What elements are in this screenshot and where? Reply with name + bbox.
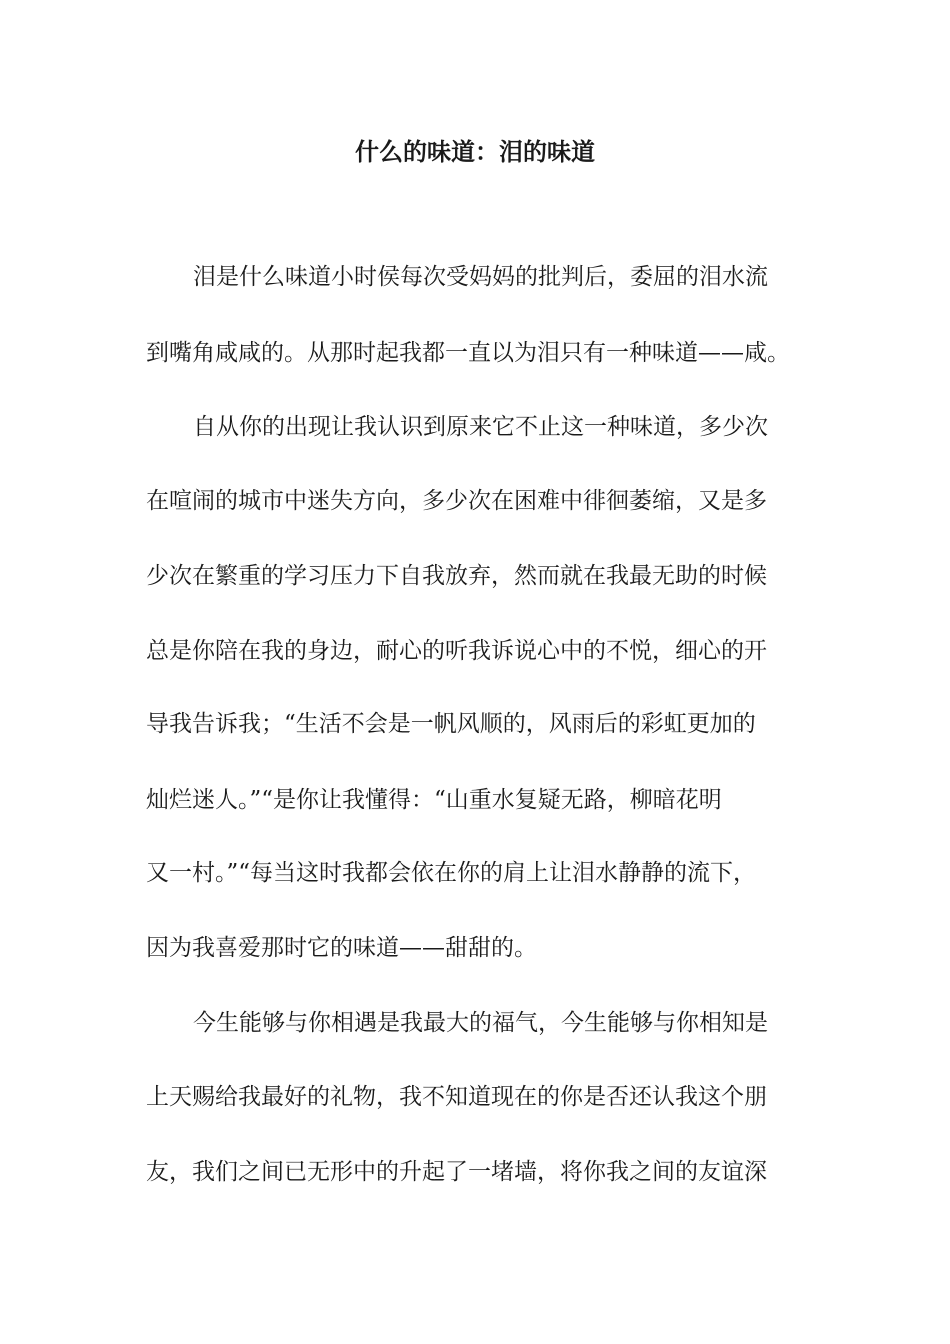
paragraph-3-line-3: 友，我们之间已无形中的升起了一堵墙，将你我之间的友谊深: [146, 1159, 767, 1185]
paragraph-3-line-2: 上天赐给我最好的礼物，我不知道现在的你是否还认我这个朋: [146, 1084, 767, 1110]
paragraph-2-line-3: 少次在繁重的学习压力下自我放弃，然而就在我最无助的时候: [146, 563, 767, 589]
paragraph-2-line-1: 自从你的出现让我认识到原来它不止这一种味道，多少次: [193, 414, 768, 440]
paragraph-2-line-7: 又一村。”“每当这时我都会依在你的肩上让泪水静静的流下，: [146, 860, 757, 886]
paragraph-2-line-8: 因为我喜爱那时它的味道——甜甜的。: [146, 935, 537, 961]
paragraph-2-line-5: 导我告诉我；“生活不会是一帆风顺的，风雨后的彩虹更加的: [146, 711, 756, 737]
paragraph-2-line-6: 灿烂迷人。”“是你让我懂得：“山重水复疑无路，柳暗花明: [146, 787, 722, 813]
paragraph-3-line-1: 今生能够与你相遇是我最大的福气，今生能够与你相知是: [193, 1010, 768, 1036]
paragraph-1-line-1: 泪是什么味道小时侯每次受妈妈的批判后，委屈的泪水流: [193, 264, 768, 290]
paragraph-2-line-4: 总是你陪在我的身边，耐心的听我诉说心中的不悦，细心的开: [146, 638, 767, 664]
paragraph-1-line-2: 到嘴角咸咸的。从那时起我都一直以为泪只有一种味道——咸。: [146, 340, 790, 366]
page-title: 什么的味道：泪的味道: [355, 137, 595, 166]
paragraph-2-line-2: 在喧闹的城市中迷失方向，多少次在困难中徘徊萎缩，又是多: [146, 488, 767, 514]
